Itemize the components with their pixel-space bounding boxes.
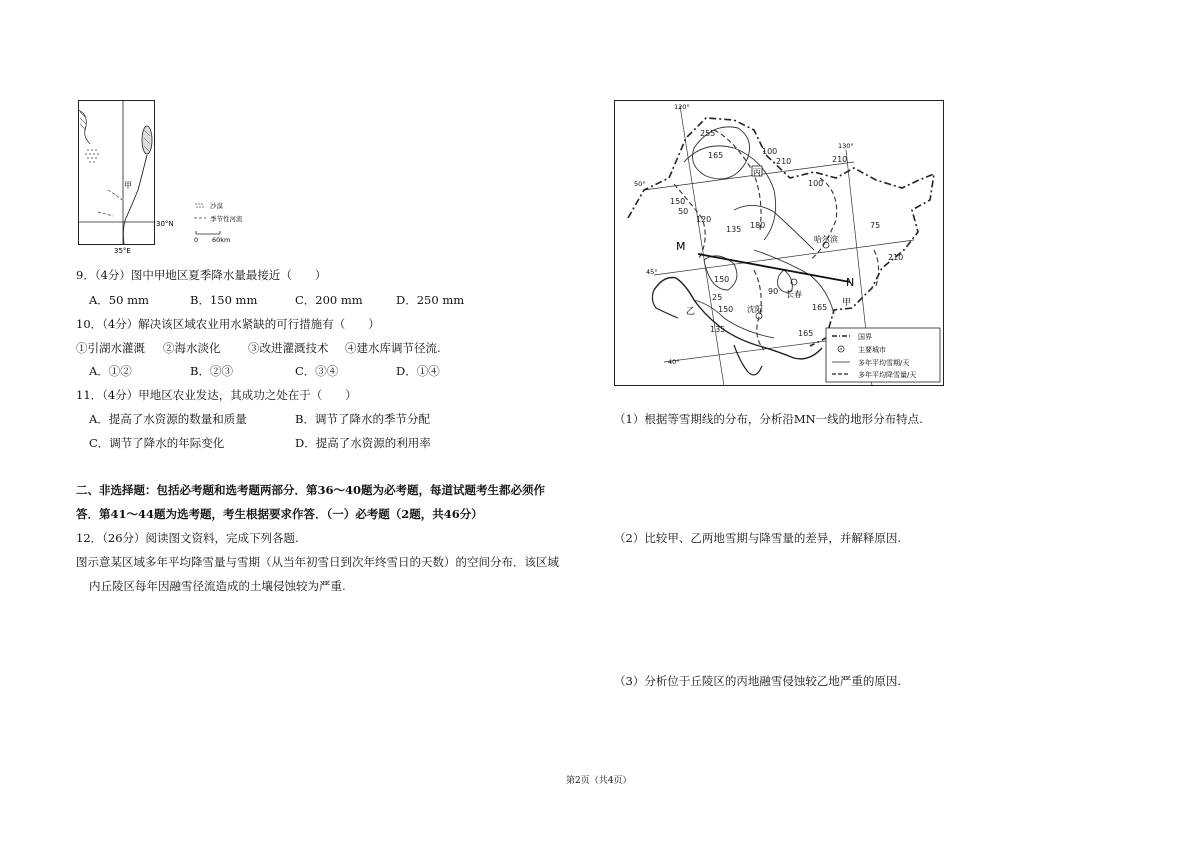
iso-value: 180 [750, 221, 766, 230]
q11-option-a: A．提高了水资源的数量和质量 [89, 412, 247, 426]
map2-legend [826, 328, 940, 382]
iso-value: 210 [888, 253, 904, 262]
lat-30-label: 30°N [156, 220, 174, 228]
q9-option-d: D．250 mm [396, 293, 465, 307]
lat-40-label: 40° [668, 358, 680, 366]
legend-snow-period-label: 多年平均雪期/天 [858, 359, 910, 367]
arid-region-map [78, 100, 256, 255]
iso-value: 100 [762, 147, 778, 156]
iso-value: 255 [700, 129, 716, 138]
place-jia-label: 甲 [124, 181, 132, 190]
snow-distribution-map [614, 100, 944, 386]
iso-value: 150 [714, 275, 730, 284]
q10-option-b: B．②③ [190, 364, 233, 378]
iso-value: 100 [808, 179, 824, 188]
legend-city-label: 主要城市 [858, 346, 886, 354]
q10-measure-4: ④建水库调节径流. [345, 341, 441, 355]
q9-option-c: C．200 mm [295, 293, 363, 307]
lon-35-label: 35°E [114, 247, 131, 255]
page-footer: 第2页（共4页） [566, 776, 632, 786]
q12-stem: 12．（26分）阅读图文资料，完成下列各题. [76, 531, 299, 545]
iso-value: 75 [870, 221, 881, 230]
city-harbin-label: 哈尔滨 [814, 235, 838, 244]
legend-desert-label: 沙漠 [210, 202, 223, 210]
iso-value: 150 [670, 197, 686, 206]
iso-value: 165 [798, 329, 814, 338]
q12-subquestion-3: （3）分析位于丘陵区的丙地融雪侵蚀较乙地严重的原因. [614, 674, 901, 688]
q10-option-d: D．①④ [396, 364, 440, 378]
section2-heading-line1: 二、非选择题：包括必考题和选考题两部分．第36～40题为必考题，每道试题考生都必须作 [76, 483, 546, 497]
q11-option-d: D．提高了水资源的利用率 [295, 436, 431, 450]
legend-river-label: 季节性河流 [210, 215, 243, 223]
q9-stem: 9．（4分）图中甲地区夏季降水量最接近（ ） [76, 268, 327, 282]
place-bing-label: 丙 [753, 168, 761, 177]
iso-value: 135 [710, 325, 726, 334]
q11-option-c: C．调节了降水的年际变化 [89, 436, 225, 450]
q11-option-b: B．调节了降水的季节分配 [295, 412, 430, 426]
legend-border-label: 国界 [858, 333, 872, 341]
map1-legend [194, 201, 243, 244]
lon-130-label: 130° [838, 142, 854, 150]
iso-value: 210 [832, 155, 848, 164]
q11-stem: 11．（4分）甲地区农业发达，其成功之处在于（ ） [76, 388, 357, 402]
q12-subquestion-2: （2）比较甲、乙两地雪期与降雪量的差异，并解释原因. [614, 531, 901, 545]
q10-measure-1: ①引湖水灌溉 [76, 341, 145, 355]
q12-paragraph-line2: 内丘陵区每年因融雪径流造成的土壤侵蚀较为严重. [89, 579, 346, 593]
iso-value: 90 [768, 287, 779, 296]
city-shenyang-label: 沈阳 [747, 305, 763, 314]
q9-option-b: B．150 mm [190, 293, 258, 307]
iso-value: 25 [712, 293, 723, 302]
lat-45-label: 45° [646, 268, 658, 276]
iso-value: 165 [812, 303, 828, 312]
q9-option-a: A．50 mm [89, 293, 149, 307]
scale-zero-label: 0 [194, 236, 199, 244]
q10-option-c: C．③④ [295, 364, 339, 378]
iso-value: 50 [678, 207, 689, 216]
iso-value: 120 [696, 215, 712, 224]
scale-km-label: 60km [212, 236, 231, 244]
iso-value: 165 [708, 151, 724, 160]
legend-snowfall-label: 多年平均降雪量/天 [858, 371, 917, 379]
point-n-label: N [846, 276, 855, 289]
iso-value: 210 [776, 157, 792, 166]
q10-measure-3: ③改进灌溉技术 [248, 341, 329, 355]
q12-paragraph-line1: 图示意某区域多年平均降雪量与雪期（从当年初雪日到次年终雪日的天数）的空间分布．该区域 [76, 555, 559, 569]
iso-value: 135 [726, 225, 742, 234]
lat-50-label: 50° [634, 180, 646, 188]
q10-option-a: A．①② [89, 364, 132, 378]
point-m-label: M [676, 240, 686, 253]
lon-120-label: 120° [674, 103, 690, 111]
section2-heading-line2: 答．第41～44题为选考题，考生根据要求作答．（一）必考题（2题，共46分） [76, 507, 483, 521]
q12-subquestion-1: （1）根据等雪期线的分布，分析沿MN一线的地形分布特点. [614, 412, 923, 426]
q10-stem: 10．（4分）解决该区域农业用水紧缺的可行措施有（ ） [76, 317, 380, 331]
city-changchun-label: 长春 [786, 290, 802, 299]
q10-measure-2: ②海水淡化 [163, 341, 221, 355]
place-jia-label: 甲 [842, 298, 852, 308]
iso-value: 150 [718, 305, 734, 314]
desert-area [85, 149, 99, 163]
place-yi-label: 乙 [686, 307, 696, 317]
